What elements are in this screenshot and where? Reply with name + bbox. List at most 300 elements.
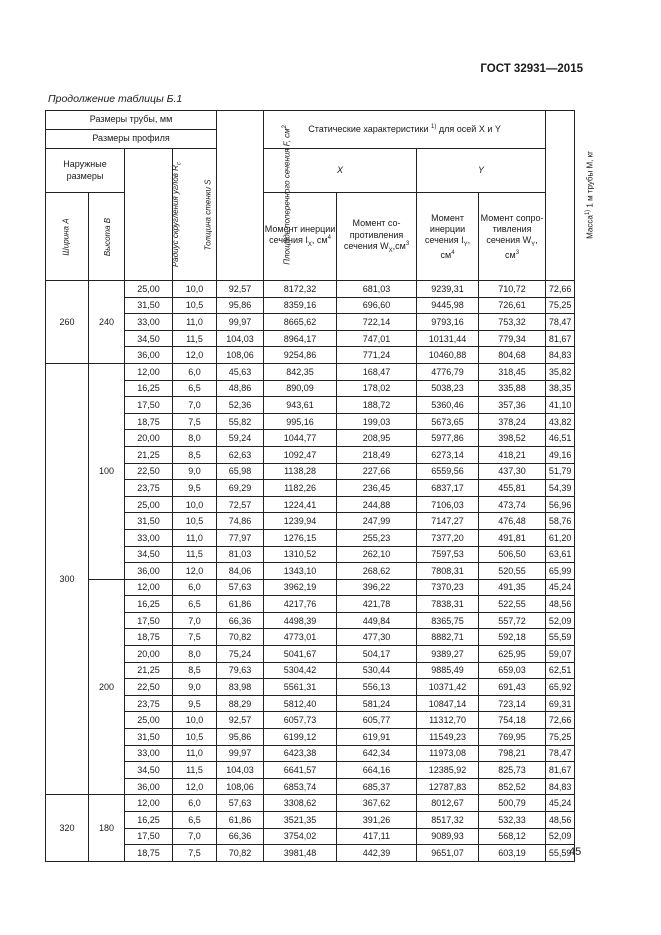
inertia-y-cell: 9389,27	[417, 646, 479, 663]
resist-y-cell: 753,32	[479, 314, 546, 331]
area-cell: 66,36	[217, 612, 264, 629]
inertia-x-cell: 8359,16	[264, 297, 337, 314]
mass-cell: 84,83	[546, 347, 575, 364]
table-row	[46, 314, 575, 331]
inertia-x-cell: 3981,48	[264, 845, 337, 862]
table-row	[46, 795, 575, 812]
static-characteristics-header: Статические характеристики $^{1)}$ для осей Х и Y	[264, 111, 546, 149]
radius-cell: 25,00	[125, 712, 173, 729]
resist-x-cell: 396,22	[337, 579, 417, 596]
inertia-y-cell: 9239,31	[417, 281, 479, 298]
inertia-y-cell: 11549,23	[417, 729, 479, 746]
resist-x-cell: 722,14	[337, 314, 417, 331]
table-row	[46, 480, 575, 497]
thickness-cell: 6,5	[173, 596, 217, 613]
thickness-cell: 9,0	[173, 463, 217, 480]
mass-cell: 35,82	[546, 363, 575, 380]
table-row	[46, 646, 575, 663]
thickness-cell: 11,0	[173, 745, 217, 762]
mass-cell: 72,66	[546, 712, 575, 729]
area-cell: 104,03	[217, 330, 264, 347]
thickness-cell: 10,0	[173, 281, 217, 298]
thickness-cell: 7,0	[173, 828, 217, 845]
resist-x-cell: 619,91	[337, 729, 417, 746]
resist-y-cell: 625,95	[479, 646, 546, 663]
inertia-y-cell: 8517,32	[417, 812, 479, 829]
inertia-x-cell: 943,61	[264, 397, 337, 414]
pipe-sizes-header: Размеры трубы, мм	[46, 111, 217, 130]
radius-cell: 36,00	[125, 778, 173, 795]
inertia-y-cell: 5360,46	[417, 397, 479, 414]
thickness-cell: 7,0	[173, 612, 217, 629]
radius-cell: 18,75	[125, 629, 173, 646]
inertia-x-cell: 8665,62	[264, 314, 337, 331]
mass-cell: 51,79	[546, 463, 575, 480]
area-cell: 69,29	[217, 480, 264, 497]
area-cell: 66,36	[217, 828, 264, 845]
resist-y-cell: 491,35	[479, 579, 546, 596]
inertia-x-cell: 995,16	[264, 413, 337, 430]
radius-cell: 22,50	[125, 463, 173, 480]
inertia-y-cell: 6559,56	[417, 463, 479, 480]
inertia-x-cell: 1138,28	[264, 463, 337, 480]
table-row	[46, 845, 575, 862]
radius-cell: 22,50	[125, 679, 173, 696]
area-cell: 65,98	[217, 463, 264, 480]
inertia-x-cell: 1182,26	[264, 480, 337, 497]
resist-y-cell: 532,33	[479, 812, 546, 829]
table-row	[46, 463, 575, 480]
width-header: Ширина А	[46, 193, 89, 281]
inertia-x-cell: 5304,42	[264, 662, 337, 679]
resist-y-cell: 378,24	[479, 413, 546, 430]
thickness-cell: 11,0	[173, 529, 217, 546]
resist-y-cell: 691,43	[479, 679, 546, 696]
mass-cell: 52,09	[546, 612, 575, 629]
radius-cell: 20,00	[125, 430, 173, 447]
area-cell: 95,86	[217, 729, 264, 746]
table-row	[46, 380, 575, 397]
resist-x-cell: 268,62	[337, 563, 417, 580]
mass-cell: 65,99	[546, 563, 575, 580]
area-cell: 74,86	[217, 513, 264, 530]
table-row	[46, 330, 575, 347]
resist-y-cell: 437,30	[479, 463, 546, 480]
resist-y-cell: 398,52	[479, 430, 546, 447]
mass-cell: 46,51	[546, 430, 575, 447]
resist-x-cell: 504,17	[337, 646, 417, 663]
inertia-y-cell: 7808,31	[417, 563, 479, 580]
resist-x-cell: 236,45	[337, 480, 417, 497]
resist-x-cell: 664,16	[337, 762, 417, 779]
radius-cell: 12,00	[125, 579, 173, 596]
table-row	[46, 729, 575, 746]
resist-y-cell: 568,12	[479, 828, 546, 845]
inertia-y-cell: 8012,67	[417, 795, 479, 812]
thickness-cell: 12,0	[173, 347, 217, 364]
thickness-cell: 9,0	[173, 679, 217, 696]
radius-header: Радиус скругления углов $R_с$	[125, 149, 173, 281]
mass-cell: 75,25	[546, 729, 575, 746]
resist-y-cell: 723,14	[479, 695, 546, 712]
resist-x-cell: 188,72	[337, 397, 417, 414]
mass-cell: 49,16	[546, 446, 575, 463]
resist-x-header: Момент со-противления сечения $W_X,см^3$	[337, 193, 417, 281]
table-row	[46, 596, 575, 613]
table-body	[46, 281, 575, 862]
width-a-cell: 260	[46, 281, 89, 364]
resist-x-cell: 747,01	[337, 330, 417, 347]
table-row	[46, 679, 575, 696]
thickness-cell: 6,0	[173, 579, 217, 596]
mass-cell: 78,47	[546, 745, 575, 762]
radius-cell: 31,50	[125, 297, 173, 314]
inertia-y-cell: 10371,42	[417, 679, 479, 696]
table-row	[46, 496, 575, 513]
inertia-x-cell: 3308,62	[264, 795, 337, 812]
area-cell: 99,97	[217, 745, 264, 762]
mass-cell: 81,67	[546, 330, 575, 347]
thickness-cell: 7,5	[173, 413, 217, 430]
resist-y-cell: 520,55	[479, 563, 546, 580]
inertia-y-cell: 9885,49	[417, 662, 479, 679]
resist-y-cell: 557,72	[479, 612, 546, 629]
area-cell: 92,57	[217, 712, 264, 729]
radius-cell: 12,00	[125, 363, 173, 380]
resist-y-cell: 804,68	[479, 347, 546, 364]
thickness-cell: 6,0	[173, 795, 217, 812]
table-row	[46, 546, 575, 563]
thickness-cell: 8,0	[173, 430, 217, 447]
resist-x-cell: 442,39	[337, 845, 417, 862]
thickness-cell: 11,5	[173, 762, 217, 779]
area-cell: 55,82	[217, 413, 264, 430]
mass-cell: 58,76	[546, 513, 575, 530]
thickness-cell: 10,0	[173, 496, 217, 513]
mass-cell: 59,07	[546, 646, 575, 663]
area-cell: 79,63	[217, 662, 264, 679]
mass-cell: 43,82	[546, 413, 575, 430]
table-row	[46, 446, 575, 463]
inertia-x-cell: 6199,12	[264, 729, 337, 746]
area-cell: 45,63	[217, 363, 264, 380]
area-cell: 61,86	[217, 812, 264, 829]
table-row	[46, 281, 575, 298]
inertia-y-cell: 10460,88	[417, 347, 479, 364]
resist-x-cell: 449,84	[337, 612, 417, 629]
thickness-cell: 7,5	[173, 845, 217, 862]
x-axis-header: X	[264, 149, 417, 193]
thickness-cell: 7,0	[173, 397, 217, 414]
inertia-x-cell: 6423,38	[264, 745, 337, 762]
y-axis-header: Y	[417, 149, 546, 193]
resist-y-cell: 318,45	[479, 363, 546, 380]
inertia-y-cell: 5038,23	[417, 380, 479, 397]
area-cell: 52,36	[217, 397, 264, 414]
mass-cell: 45,24	[546, 795, 575, 812]
inertia-y-cell: 9651,07	[417, 845, 479, 862]
resist-x-cell: 642,34	[337, 745, 417, 762]
resist-y-cell: 769,95	[479, 729, 546, 746]
table-row	[46, 579, 575, 596]
inertia-x-cell: 6057,73	[264, 712, 337, 729]
mass-cell: 62,51	[546, 662, 575, 679]
mass-cell: 84,83	[546, 778, 575, 795]
radius-cell: 33,00	[125, 529, 173, 546]
resist-x-cell: 681,03	[337, 281, 417, 298]
radius-cell: 23,75	[125, 480, 173, 497]
radius-cell: 33,00	[125, 745, 173, 762]
inertia-y-cell: 10847,14	[417, 695, 479, 712]
inertia-x-cell: 6853,74	[264, 778, 337, 795]
width-a-cell: 300	[46, 363, 89, 794]
table-row	[46, 563, 575, 580]
table-row	[46, 662, 575, 679]
inertia-x-cell: 890,09	[264, 380, 337, 397]
mass-cell: 75,25	[546, 297, 575, 314]
inertia-x-cell: 4217,76	[264, 596, 337, 613]
area-cell: 70,82	[217, 629, 264, 646]
thickness-cell: 11,5	[173, 330, 217, 347]
mass-cell: 52,09	[546, 828, 575, 845]
inertia-y-cell: 12787,83	[417, 778, 479, 795]
resist-y-cell: 592,18	[479, 629, 546, 646]
area-cell: 99,97	[217, 314, 264, 331]
inertia-x-cell: 8172,32	[264, 281, 337, 298]
inertia-y-cell: 7597,53	[417, 546, 479, 563]
resist-x-cell: 255,23	[337, 529, 417, 546]
table-row	[46, 297, 575, 314]
inertia-x-cell: 1343,10	[264, 563, 337, 580]
height-b-cell: 180	[89, 795, 125, 861]
resist-y-header: Момент сопро-тивления сечения $W_Y$, $см^3$	[479, 193, 546, 281]
resist-y-cell: 491,81	[479, 529, 546, 546]
mass-cell: 56,96	[546, 496, 575, 513]
resist-x-cell: 262,10	[337, 546, 417, 563]
radius-cell: 18,75	[125, 845, 173, 862]
thickness-cell: 10,5	[173, 297, 217, 314]
resist-y-cell: 603,19	[479, 845, 546, 862]
resist-y-cell: 659,03	[479, 662, 546, 679]
thickness-cell: 6,5	[173, 380, 217, 397]
profile-sizes-header: Размеры профиля	[46, 130, 217, 149]
area-cell: 59,24	[217, 430, 264, 447]
inertia-y-cell: 7106,03	[417, 496, 479, 513]
inertia-y-cell: 11973,08	[417, 745, 479, 762]
table-row	[46, 778, 575, 795]
resist-y-cell: 500,79	[479, 795, 546, 812]
inertia-x-cell: 4498,39	[264, 612, 337, 629]
radius-cell: 18,75	[125, 413, 173, 430]
resist-y-cell: 473,74	[479, 496, 546, 513]
table-row	[46, 828, 575, 845]
inertia-x-cell: 842,35	[264, 363, 337, 380]
inertia-x-cell: 5041,67	[264, 646, 337, 663]
inertia-x-cell: 4773,01	[264, 629, 337, 646]
inertia-y-cell: 12385,92	[417, 762, 479, 779]
resist-x-cell: 685,37	[337, 778, 417, 795]
radius-cell: 34,50	[125, 330, 173, 347]
width-a-cell: 320	[46, 795, 89, 861]
resist-x-cell: 581,24	[337, 695, 417, 712]
inertia-y-cell: 5977,86	[417, 430, 479, 447]
resist-x-cell: 696,60	[337, 297, 417, 314]
outer-sizes-header: Наружные размеры	[46, 149, 125, 193]
thickness-cell: 10,5	[173, 513, 217, 530]
thickness-cell: 10,0	[173, 712, 217, 729]
inertia-y-cell: 9793,16	[417, 314, 479, 331]
thickness-cell: 10,5	[173, 729, 217, 746]
radius-cell: 31,50	[125, 513, 173, 530]
mass-cell: 65,92	[546, 679, 575, 696]
area-cell: 88,29	[217, 695, 264, 712]
thickness-cell: 9,5	[173, 695, 217, 712]
resist-y-cell: 418,21	[479, 446, 546, 463]
table-row	[46, 529, 575, 546]
thickness-cell: 6,0	[173, 363, 217, 380]
inertia-y-cell: 6837,17	[417, 480, 479, 497]
mass-cell: 63,61	[546, 546, 575, 563]
resist-x-cell: 530,44	[337, 662, 417, 679]
table-caption: Продолжение таблицы Б.1	[48, 93, 183, 105]
radius-cell: 34,50	[125, 762, 173, 779]
resist-y-cell: 710,72	[479, 281, 546, 298]
table-row	[46, 762, 575, 779]
mass-cell: 41,10	[546, 397, 575, 414]
mass-cell: 45,24	[546, 579, 575, 596]
table-row	[46, 347, 575, 364]
table-row	[46, 712, 575, 729]
resist-y-cell: 522,55	[479, 596, 546, 613]
resist-x-cell: 227,66	[337, 463, 417, 480]
page-number: 45	[569, 846, 582, 858]
height-b-cell: 240	[89, 281, 125, 364]
table-row	[46, 413, 575, 430]
resist-x-cell: 417,11	[337, 828, 417, 845]
resist-x-cell: 556,13	[337, 679, 417, 696]
thickness-cell: 8,0	[173, 646, 217, 663]
inertia-x-cell: 9254,86	[264, 347, 337, 364]
inertia-y-cell: 4776,79	[417, 363, 479, 380]
mass-cell: 78,47	[546, 314, 575, 331]
resist-y-cell: 506,50	[479, 546, 546, 563]
radius-cell: 16,25	[125, 596, 173, 613]
area-cell: 84,06	[217, 563, 264, 580]
table-row	[46, 363, 575, 380]
radius-cell: 16,25	[125, 380, 173, 397]
resist-x-cell: 477,30	[337, 629, 417, 646]
mass-cell: 55,59	[546, 845, 575, 862]
inertia-x-cell: 1239,94	[264, 513, 337, 530]
radius-cell: 36,00	[125, 347, 173, 364]
height-b-cell: 100	[89, 363, 125, 579]
mass-cell: 69,31	[546, 695, 575, 712]
resist-y-cell: 726,61	[479, 297, 546, 314]
area-cell: 62,63	[217, 446, 264, 463]
inertia-y-cell: 7838,31	[417, 596, 479, 613]
resist-x-cell: 605,77	[337, 712, 417, 729]
inertia-x-cell: 8964,17	[264, 330, 337, 347]
inertia-x-cell: 6641,57	[264, 762, 337, 779]
inertia-y-cell: 7147,27	[417, 513, 479, 530]
area-cell: 77,97	[217, 529, 264, 546]
mass-cell: 54,39	[546, 480, 575, 497]
area-cell: 75,24	[217, 646, 264, 663]
inertia-y-cell: 8882,71	[417, 629, 479, 646]
radius-cell: 23,75	[125, 695, 173, 712]
resist-x-cell: 218,49	[337, 446, 417, 463]
inertia-y-cell: 7377,20	[417, 529, 479, 546]
radius-cell: 34,50	[125, 546, 173, 563]
table-row	[46, 397, 575, 414]
resist-y-cell: 825,73	[479, 762, 546, 779]
resist-x-cell: 168,47	[337, 363, 417, 380]
thickness-cell: 12,0	[173, 563, 217, 580]
resist-x-cell: 421,78	[337, 596, 417, 613]
table-row	[46, 430, 575, 447]
thickness-cell: 6,5	[173, 812, 217, 829]
radius-cell: 33,00	[125, 314, 173, 331]
resist-x-cell: 178,02	[337, 380, 417, 397]
inertia-x-cell: 1310,52	[264, 546, 337, 563]
table-row	[46, 745, 575, 762]
thickness-cell: 8,5	[173, 446, 217, 463]
resist-y-cell: 357,36	[479, 397, 546, 414]
radius-cell: 17,50	[125, 828, 173, 845]
resist-x-cell: 391,26	[337, 812, 417, 829]
mass-header: Масса$^{1)}$ 1 м трубы M, кг	[546, 111, 575, 281]
radius-cell: 25,00	[125, 496, 173, 513]
thickness-cell: 9,5	[173, 480, 217, 497]
resist-y-cell: 798,21	[479, 745, 546, 762]
radius-cell: 17,50	[125, 612, 173, 629]
inertia-x-cell: 1276,15	[264, 529, 337, 546]
inertia-y-cell: 11312,70	[417, 712, 479, 729]
thickness-header: Толщина стенки S	[173, 149, 217, 281]
radius-cell: 31,50	[125, 729, 173, 746]
resist-y-cell: 852,52	[479, 778, 546, 795]
radius-cell: 25,00	[125, 281, 173, 298]
resist-y-cell: 779,34	[479, 330, 546, 347]
inertia-x-header: Момент инерции сечения $I_X$, $см^4$	[264, 193, 337, 281]
area-cell: 70,82	[217, 845, 264, 862]
inertia-y-cell: 5673,65	[417, 413, 479, 430]
thickness-cell: 12,0	[173, 778, 217, 795]
radius-cell: 21,25	[125, 662, 173, 679]
inertia-y-cell: 6273,14	[417, 446, 479, 463]
inertia-x-cell: 1044,77	[264, 430, 337, 447]
area-cell: 83,98	[217, 679, 264, 696]
inertia-x-cell: 1092,47	[264, 446, 337, 463]
inertia-y-header: Момент инерции сечения $I_Y$, $см^4$	[417, 193, 479, 281]
resist-x-cell: 247,99	[337, 513, 417, 530]
thickness-cell: 11,5	[173, 546, 217, 563]
table-row	[46, 695, 575, 712]
radius-cell: 21,25	[125, 446, 173, 463]
area-cell: 61,86	[217, 596, 264, 613]
height-header: Высота В	[89, 193, 125, 281]
area-cell: 48,86	[217, 380, 264, 397]
radius-cell: 12,00	[125, 795, 173, 812]
mass-cell: 72,66	[546, 281, 575, 298]
resist-y-cell: 335,88	[479, 380, 546, 397]
inertia-y-cell: 10131,44	[417, 330, 479, 347]
inertia-x-cell: 3962,19	[264, 579, 337, 596]
pipe-properties-table	[45, 110, 595, 862]
mass-cell: 61,20	[546, 529, 575, 546]
inertia-y-cell: 9445,98	[417, 297, 479, 314]
inertia-x-cell: 5812,40	[264, 695, 337, 712]
